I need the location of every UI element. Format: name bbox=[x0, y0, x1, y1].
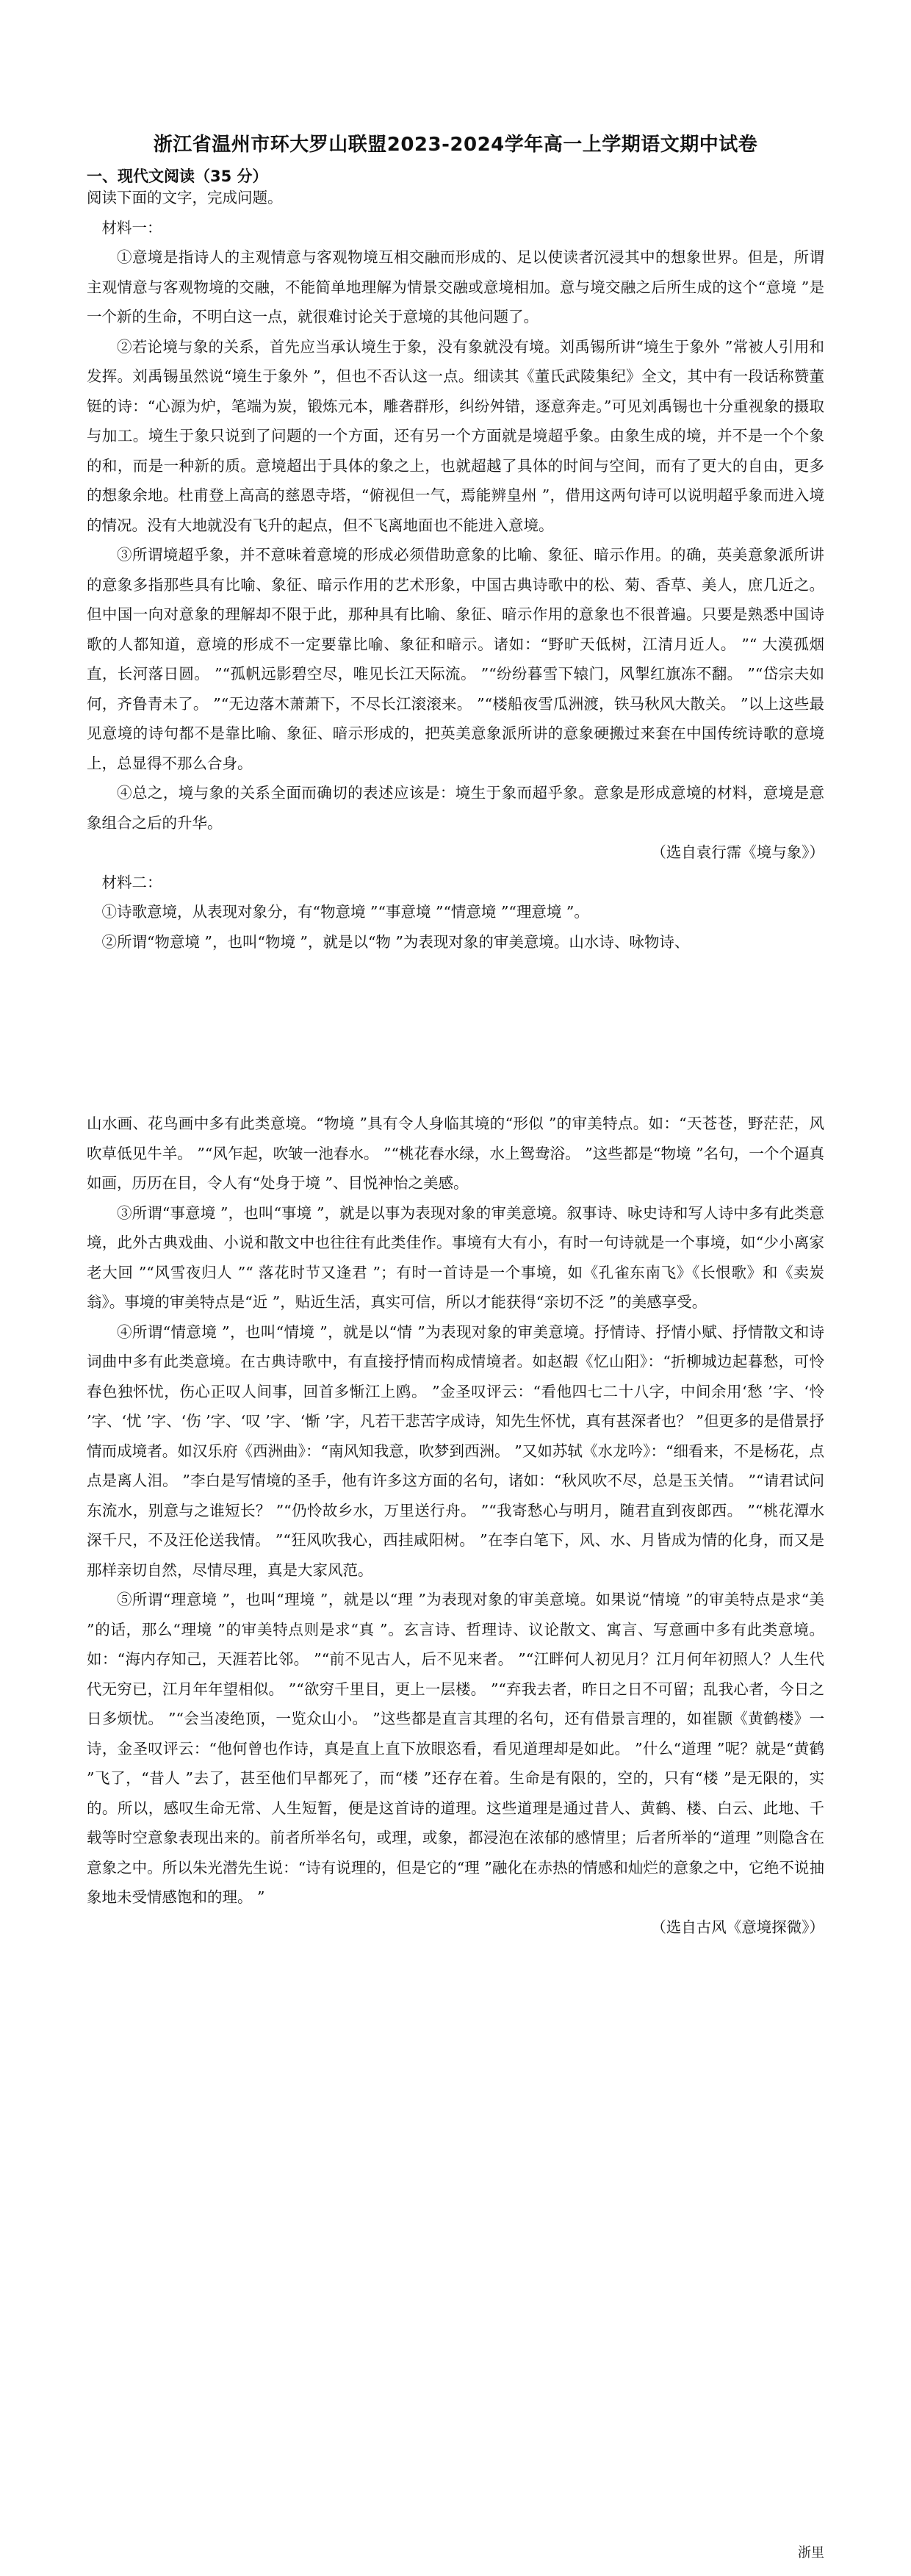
reading-passage-part-1 bbox=[87, 183, 824, 957]
instruction-text: 阅读下面的文字，完成问题。 bbox=[87, 189, 283, 206]
section-heading: 一、现代文阅读（35 分） bbox=[87, 168, 268, 185]
material1-paragraph-3: ③所谓境超乎象，并不意味着意境的形成必须借助意象的比喻、象征、暗示作用。的确，英美意象派所讲的意象多指那些具有比喻、象征、暗示作用的艺术形象，中国古典诗歌中的松、菊、香草、美人，庶几近之。但中国一向对意象的理解却不限于此，那种具有比喻、象征、暗示作用的意象也不很普遍。只要是熟悉中国诗歌的人都知道，意境的形成不一定要靠比喻、象征和暗示。诸如：“野旷天低树，江清月近人。 ”“ 大漠孤烟直，长河落日圆。 ”“孤帆远影碧空尽，唯见长江天际流。 ”“纷纷暮雪下辕门，风掣红旗冻不翻。 ”“岱宗夫如何，齐鲁青未了。 ”“无边落木萧萧下，不尽长江滚滚来。 ”“楼船夜雪瓜洲渡，铁马秋风大散关。 ”以上这些最见意境的诗句都不是靠比喻、象征、暗示形成的，把英美意象派所讲的意象硬搬过来套在中国传统诗歌的意境上，总显得不那么合身。 bbox=[87, 546, 824, 772]
document-title: 浙江省温州市环大罗山联盟2023-2024学年高一上学期语文期中试卷 bbox=[153, 134, 758, 156]
material2-source: （选自古风《意境探微》） bbox=[651, 1918, 824, 1936]
material1-paragraph-1: ①意境是指诗人的主观情意与客观物境互相交融而形成的、足以使读者沉浸其中的想象世界。但是，所谓主观情意与客观物境的交融，不能简单地理解为情景交融或意境相加。意与境交融之后所生成的这个“意境 ”是一个新的生命，不明白这一点，就很难讨论关于意境的其他问题了。 bbox=[87, 248, 824, 325]
footer-note: 浙里 bbox=[798, 2545, 824, 2561]
material1-paragraph-2: ②若论境与象的关系，首先应当承认境生于象，没有象就没有境。刘禹锡所讲“境生于象外 ”常被人引用和发挥。刘禹锡虽然说“境生于象外 ”，但也不否认这一点。细读其《董氏武陵集纪》全文，其中有一段话称赞董铤的诗：“心源为炉，笔端为炭，锻炼元本，雕砻群形，纠纷舛错，逐意奔走。”可见刘禹锡也十分重视象的摄取与加工。境生于象只说到了问题的一个方面，还有另一个方面就是境超乎象。由象生成的境，并不是一个个象的和，而是一种新的质。意境超出于具体的象之上，也就超越了具体的时间与空间，而有了更大的自由，更多的想象余地。杜甫登上高高的慈恩寺塔，“俯视但一气，焉能辨皇州 ”，借用这两句诗可以说明超乎象而进入境的情况。没有大地就没有飞升的起点，但不飞离地面也不能进入意境。 bbox=[87, 337, 824, 534]
reading-passage-part-2 bbox=[87, 1109, 824, 1942]
material2-label: 材料二： bbox=[101, 873, 162, 891]
material1-paragraph-4: ④总之，境与象的关系全面而确切的表述应该是：境生于象而超乎象。意象是形成意境的材料，意境是意象组合之后的升华。 bbox=[87, 784, 824, 832]
material1-source: （选自袁行霈《境与象》） bbox=[651, 843, 824, 861]
material2-paragraph-2-continued: 山水画、花鸟画中多有此类意境。“物境 ”具有令人身临其境的“形似 ”的审美特点。如：“天苍苍，野茫茫，风吹草低见牛羊。 ”“风乍起，吹皱一池春水。 ”“桃花春水绿，水上鸳鸯浴。 ”这些都是“物境 ”名句，一个个逼真如画，历历在目，令人有“处身于境 ”、目悦神怡之美感。 bbox=[87, 1115, 824, 1192]
material2-paragraph-1: ①诗歌意境，从表现对象分，有“物意境 ”“事意境 ”“情意境 ”“理意境 ”。 bbox=[101, 903, 589, 921]
material1-label: 材料一： bbox=[101, 218, 162, 237]
material2-paragraph-4: ④所谓“情意境 ”，也叫“情境 ”，就是以“情 ”为表现对象的审美意境。抒情诗、抒情小赋、抒情散文和诗词曲中多有此类意境。在古典诗歌中，有直接抒情而构成情境者。如赵嘏《忆山阳》：“折柳城边起暮愁，可怜春色独怀忧，伤心正叹人间事，回首多惭江上鸥。 ”金圣叹评云：“看他四七二十八字，中间余用‘愁 ’字、‘怜 ’字、‘忧 ’字、‘伤 ’字、‘叹 ’字、‘惭 ’字，凡若干悲苦字成诗，知先生怀忧，真有甚深者也？ ”但更多的是借景抒情而成境者。如汉乐府《西洲曲》：“南风知我意，吹梦到西洲。 ”又如苏轼《水龙吟》：“细看来，不是杨花，点点是离人泪。 ”李白是写情境的圣手，他有许多这方面的名句，诸如：“秋风吹不尽，总是玉关情。 ”“请君试问东流水，别意与之谁短长？ ”“仍怜故乡水，万里送行舟。 ”“我寄愁心与明月，随君直到夜郎西。 ”“桃花潭水深千尺，不及汪伦送我情。 ”“狂风吹我心，西挂咸阳树。 ”在李白笔下，风、水、月皆成为情的化身，而又是那样亲切自然，尽情尽理，真是大家风范。 bbox=[87, 1323, 824, 1579]
material2-paragraph-2-start: ②所谓“物意境 ”，也叫“物境 ”，就是以“物 ”为表现对象的审美意境。山水诗、咏物诗、 bbox=[101, 932, 690, 951]
material2-paragraph-3: ③所谓“事意境 ”，也叫“事境 ”，就是以事为表现对象的审美意境。叙事诗、咏史诗和写人诗中多有此类意境，此外古典戏曲、小说和散文中也往往有此类佳作。事境有大有小，有时一句诗就是一个事境，如“少小离家老大回 ”“风雪夜归人 ”“ 落花时节又逢君 ”；有时一首诗是一个事境，如《孔雀东南飞》《长恨歌》和《卖炭翁》。事境的审美特点是“近 ”，贴近生活，真实可信，所以才能获得“亲切不泛 ”的美感享受。 bbox=[87, 1204, 824, 1311]
material2-paragraph-5: ⑤所谓“理意境 ”，也叫“理境 ”，就是以“理 ”为表现对象的审美意境。如果说“情境 ”的审美特点是求“美 ”的话，那么“理境 ”的审美特点则是求“真 ”。玄言诗、哲理诗、议论散文、寓言、写意画中多有此类意境。如：“海内存知己，天涯若比邻。 ”“前不见古人，后不见来者。 ”“江畔何人初见月？江月何年初照人？人生代代无穷已，江月年年望相似。 ”“欲穷千里目，更上一层楼。 ”“弃我去者，昨日之日不可留；乱我心者，今日之日多烦忧。 ”“会当凌绝顶，一览众山小。 ”这些都是直言其理的名句，还有借景言理的，如崔颢《黄鹤楼》一诗，金圣叹评云：“他何曾也作诗，真是直上直下放眼恣看，看见道理却是如此。 ”什么“道理 ”呢？就是“黄鹤 ”飞了，“昔人 ”去了，甚至他们早都死了，而“楼 ”还存在着。生命是有限的，空的，只有“楼 ”是无限的，实的。所以，感叹生命无常、人生短暂，便是这首诗的道理。这些道理是通过昔人、黄鹤、楼、白云、此地、千载等时空意象表现出来的。前者所举名句，或理，或象，都浸泡在浓郁的感情里；后者所举的“道理 ”则隐含在意象之中。所以朱光潜先生说：“诗有说理的，但是它的“理 ”融化在赤热的情感和灿烂的意象之中，它绝不说抽象地未受情感饱和的理。 ” bbox=[87, 1591, 824, 1906]
